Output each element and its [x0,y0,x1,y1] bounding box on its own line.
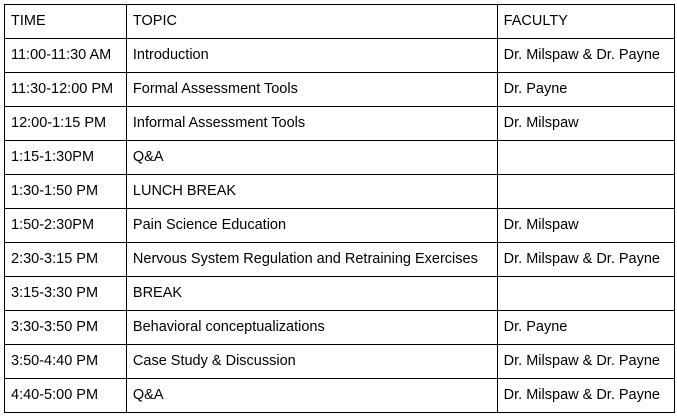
faculty-cell: Dr. Payne [497,73,674,107]
topic-cell: Q&A [126,379,497,413]
topic-cell: Nervous System Regulation and Retraining Exercises [126,243,497,277]
faculty-cell [497,277,674,311]
topic-cell: Formal Assessment Tools [126,73,497,107]
time-cell: 3:15-3:30 PM [5,277,127,311]
time-cell: 11:00-11:30 AM [5,39,127,73]
time-cell: 3:50-4:40 PM [5,345,127,379]
faculty-cell [497,175,674,209]
topic-cell: Q&A [126,141,497,175]
header-topic: TOPIC [126,5,497,39]
table-row [5,209,675,243]
table-row [5,243,675,277]
table-row [5,141,675,175]
topic-cell: Informal Assessment Tools [126,107,497,141]
topic-cell: LUNCH BREAK [126,175,497,209]
header-row [5,5,675,39]
time-cell: 3:30-3:50 PM [5,311,127,345]
time-cell: 1:50-2:30PM [5,209,127,243]
time-cell: 1:30-1:50 PM [5,175,127,209]
table-row [5,277,675,311]
schedule-table [4,4,675,413]
time-cell: 1:15-1:30PM [5,141,127,175]
topic-cell: Pain Science Education [126,209,497,243]
table-row [5,39,675,73]
time-cell: 2:30-3:15 PM [5,243,127,277]
faculty-cell: Dr. Milspaw & Dr. Payne [497,39,674,73]
table-row [5,175,675,209]
table-row [5,311,675,345]
topic-cell: Case Study & Discussion [126,345,497,379]
topic-cell: BREAK [126,277,497,311]
header-time: TIME [5,5,127,39]
time-cell: 4:40-5:00 PM [5,379,127,413]
faculty-cell: Dr. Milspaw [497,107,674,141]
table-row [5,73,675,107]
table-row [5,345,675,379]
faculty-cell: Dr. Milspaw & Dr. Payne [497,345,674,379]
faculty-cell: Dr. Milspaw & Dr. Payne [497,379,674,413]
time-cell: 12:00-1:15 PM [5,107,127,141]
faculty-cell: Dr. Payne [497,311,674,345]
faculty-cell: Dr. Milspaw & Dr. Payne [497,243,674,277]
topic-cell: Introduction [126,39,497,73]
time-cell: 11:30-12:00 PM [5,73,127,107]
faculty-cell: Dr. Milspaw [497,209,674,243]
table-row [5,107,675,141]
topic-cell: Behavioral conceptualizations [126,311,497,345]
faculty-cell [497,141,674,175]
table-row [5,379,675,413]
header-faculty: FACULTY [497,5,674,39]
